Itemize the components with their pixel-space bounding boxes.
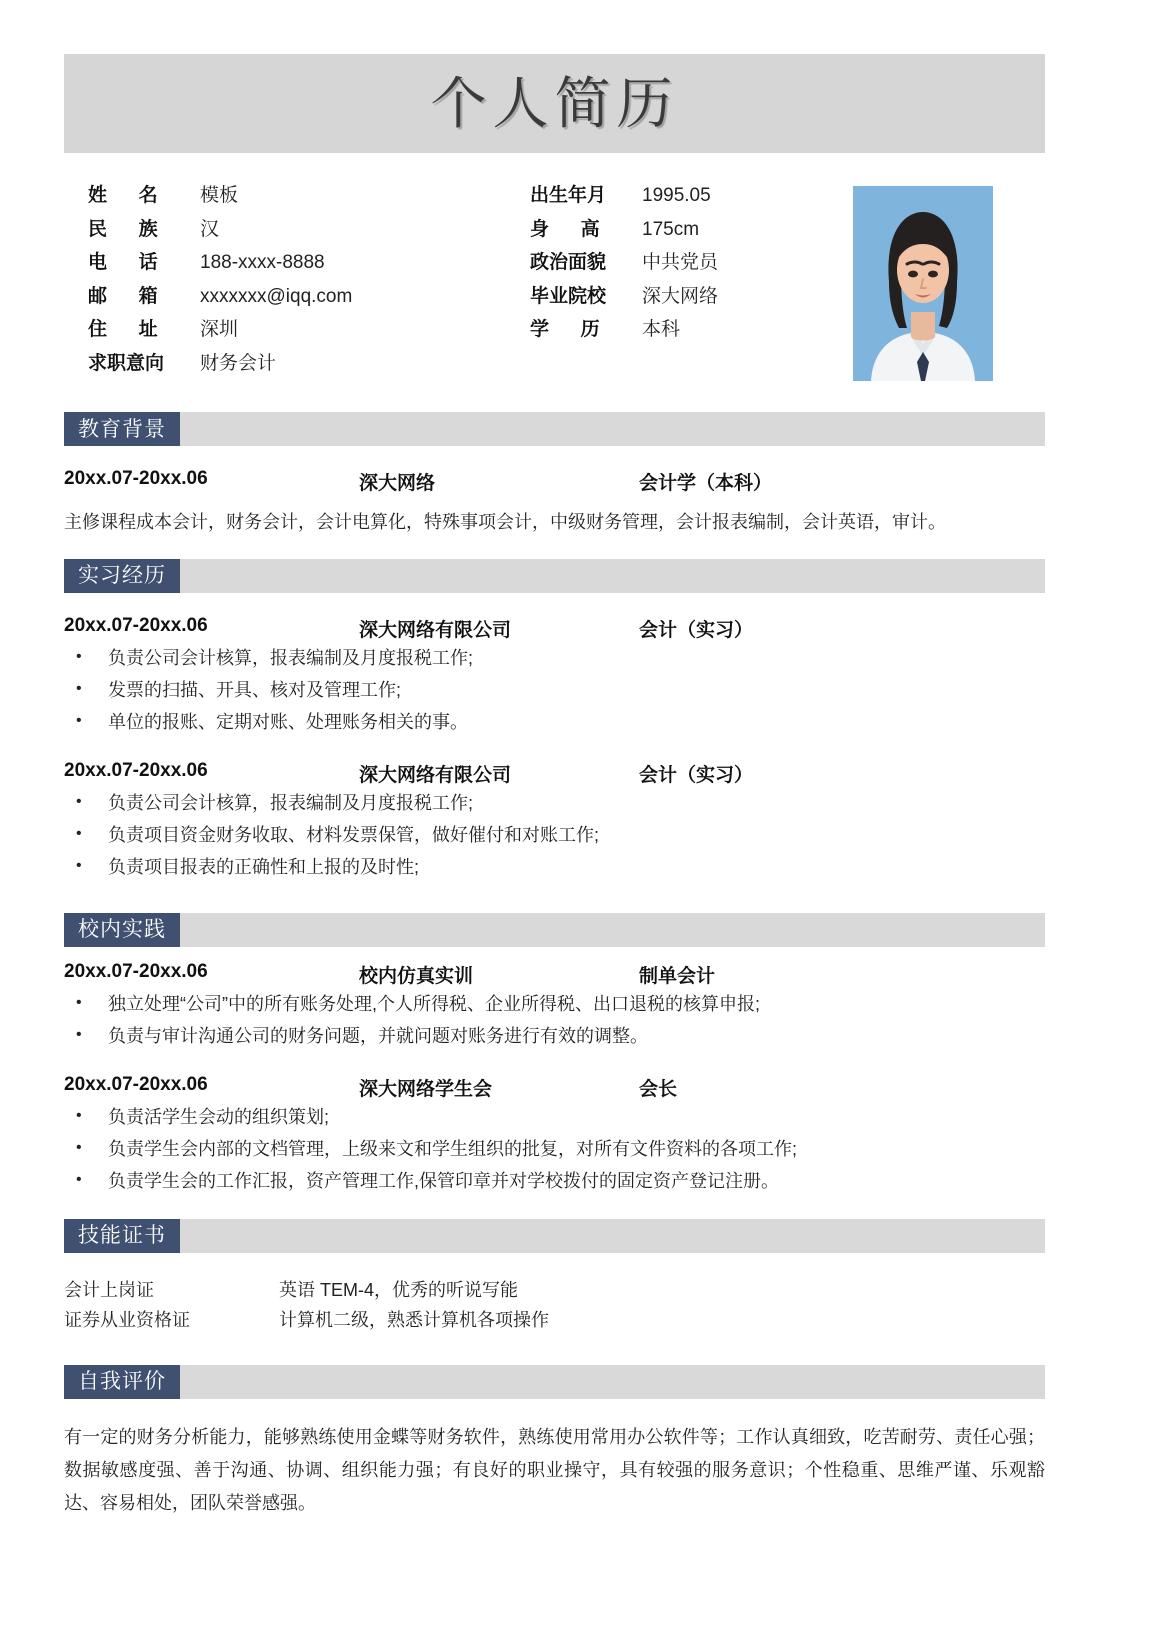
internship-bullet-list (64, 787, 1045, 883)
info-value: 188-xxxx-8888 (200, 252, 325, 273)
info-value: 汉 (200, 218, 220, 240)
resume-body (64, 412, 1045, 1521)
certificate-name: 会计上岗证 (64, 1279, 154, 1300)
info-label: 学 历 (530, 319, 600, 340)
education-entry-head (64, 468, 1045, 495)
internship-bullet-list (64, 642, 1045, 738)
list-item-text: 负责项目报表的正确性和上报的及时性; (108, 856, 419, 877)
info-row-name (88, 180, 518, 214)
personal-info-right-column (530, 180, 840, 348)
portrait-illustration (853, 186, 993, 381)
entry-role: 制单会计 (639, 965, 716, 987)
campus-practice-bullet-list (64, 988, 1045, 1052)
list-item (64, 1133, 1045, 1165)
list-item-text: 负责学生会内部的文档管理，上级来文和学生组织的批复，对所有文件资料的各项工作; (108, 1138, 797, 1159)
info-row-political-status (530, 247, 840, 281)
section-header-certificates (64, 1219, 1045, 1253)
campus-practice-entry-head (64, 1074, 1045, 1101)
info-value: xxxxxxx@iqq.com (200, 285, 353, 307)
list-item-text: 负责公司会计核算，报表编制及月度报税工作; (108, 647, 473, 668)
bullet-icon: • (76, 679, 82, 697)
entry-organization: 校内仿真实训 (359, 965, 474, 987)
entry-role: 会计（实习） (639, 764, 754, 786)
certificate-detail: 英语 TEM-4，优秀的听说写能 (279, 1279, 518, 1300)
info-row-phone (88, 247, 518, 281)
list-item-text: 负责公司会计核算，报表编制及月度报税工作; (108, 792, 473, 813)
list-item-text: 负责学生会的工作汇报，资产管理工作,保管印章并对学校拨付的固定资产登记注册。 (108, 1170, 779, 1191)
info-value: 深圳 (200, 319, 239, 340)
certificate-row (64, 1305, 1045, 1335)
bullet-icon: • (76, 824, 82, 842)
internship-entry-head (64, 760, 1045, 787)
info-row-ethnicity (88, 214, 518, 248)
info-row-email (88, 281, 518, 315)
info-label: 住 址 (88, 319, 158, 340)
info-row-school (530, 281, 840, 315)
info-label: 姓 名 (88, 185, 158, 206)
list-item (64, 1101, 1045, 1133)
list-item-text: 发票的扫描、开具、核对及管理工作; (108, 679, 401, 700)
entry-date: 20xx.07-20xx.06 (64, 468, 208, 489)
section-title-internship: 实习经历 (64, 559, 180, 593)
entry-role: 会计（实习） (639, 619, 754, 641)
section-header-education (64, 412, 1045, 446)
certificate-row (64, 1275, 1045, 1305)
info-row-job-objective (88, 348, 518, 382)
bullet-icon: • (76, 856, 82, 874)
self-evaluation-text: 有一定的财务分析能力，能够熟练使用金蝶等财务软件，熟练使用常用办公软件等；工作认真细致，吃苦耐劳、责任心强；数据敏感度强、善于沟通、协调、组织能力强；有良好的职业操守，具有较强的服务意识；个性稳重、思维严谨、乐观豁达、容易相处，团队荣誉感强。 (64, 1426, 1045, 1514)
info-row-birthdate (530, 180, 840, 214)
entry-role: 会长 (639, 1078, 678, 1100)
bullet-icon: • (76, 1170, 82, 1188)
entry-organization: 深大网络 (359, 473, 436, 494)
list-item-text: 负责项目资金财务收取、材料发票保管，做好催付和对账工作; (108, 824, 599, 845)
entry-date: 20xx.07-20xx.06 (64, 614, 208, 636)
entry-role: 会计学（本科） (639, 473, 773, 494)
certificate-name: 证券从业资格证 (64, 1309, 190, 1330)
section-title-self-evaluation: 自我评价 (64, 1365, 180, 1399)
info-label: 毕业院校 (530, 285, 607, 307)
campus-practice-entry-head (64, 961, 1045, 988)
info-label: 电 话 (88, 252, 158, 273)
info-label: 求职意向 (88, 352, 165, 374)
info-value: 1995.05 (642, 185, 711, 206)
list-item-text: 独立处理“公司”中的所有账务处理,个人所得税、企业所得税、出口退税的核算申报; (108, 993, 760, 1014)
list-item (64, 851, 1045, 883)
bullet-icon: • (76, 1138, 82, 1156)
info-label: 政治面貌 (530, 252, 607, 273)
campus-practice-bullet-list (64, 1101, 1045, 1197)
info-label: 身 高 (530, 218, 600, 240)
list-item-text: 负责与审计沟通公司的财务问题，并就问题对账务进行有效的调整。 (108, 1025, 648, 1046)
info-row-height (530, 214, 840, 248)
entry-organization: 深大网络有限公司 (359, 764, 512, 786)
entry-date: 20xx.07-20xx.06 (64, 759, 208, 781)
bullet-icon: • (76, 647, 82, 665)
entry-date: 20xx.07-20xx.06 (64, 960, 208, 982)
info-label: 邮 箱 (88, 285, 158, 307)
bullet-icon: • (76, 993, 82, 1011)
page-title: 个人简历 (430, 71, 679, 135)
info-value: 模板 (200, 185, 239, 206)
list-item-text: 负责活学生会动的组织策划; (108, 1106, 329, 1127)
personal-info-left-column (88, 180, 518, 381)
entry-organization: 深大网络学生会 (359, 1078, 493, 1100)
info-row-address (88, 314, 518, 348)
bullet-icon: • (76, 1025, 82, 1043)
section-header-self-evaluation (64, 1365, 1045, 1399)
bullet-icon: • (76, 711, 82, 729)
list-item (64, 674, 1045, 706)
info-label: 出生年月 (530, 185, 607, 206)
list-item (64, 787, 1045, 819)
info-value: 175cm (642, 218, 700, 240)
list-item (64, 706, 1045, 738)
info-value: 深大网络 (642, 285, 719, 307)
section-title-education: 教育背景 (64, 412, 180, 446)
education-description: 主修课程成本会计，财务会计，会计电算化，特殊事项会计，中级财务管理，会计报表编制，会计英语，审计。 (64, 512, 946, 532)
list-item (64, 988, 1045, 1020)
profile-photo (853, 186, 993, 381)
certificate-detail: 计算机二级，熟悉计算机各项操作 (279, 1309, 549, 1330)
bullet-icon: • (76, 1106, 82, 1124)
info-value: 财务会计 (200, 352, 277, 374)
info-row-degree (530, 314, 840, 348)
section-header-internship (64, 559, 1045, 593)
entry-date: 20xx.07-20xx.06 (64, 1073, 208, 1095)
section-header-campus-practice (64, 913, 1045, 947)
info-label: 民 族 (88, 218, 158, 240)
list-item (64, 819, 1045, 851)
info-value: 中共党员 (642, 252, 719, 273)
internship-entry-head (64, 615, 1045, 642)
list-item (64, 1165, 1045, 1197)
info-value: 本科 (642, 319, 681, 340)
entry-organization: 深大网络有限公司 (359, 619, 512, 641)
bullet-icon: • (76, 792, 82, 810)
section-title-certificates: 技能证书 (64, 1219, 180, 1253)
list-item-text: 单位的报账、定期对账、处理账务相关的事。 (108, 711, 468, 732)
section-title-campus-practice: 校内实践 (64, 913, 180, 947)
list-item (64, 642, 1045, 674)
resume-title-banner (64, 54, 1045, 153)
list-item (64, 1020, 1045, 1052)
